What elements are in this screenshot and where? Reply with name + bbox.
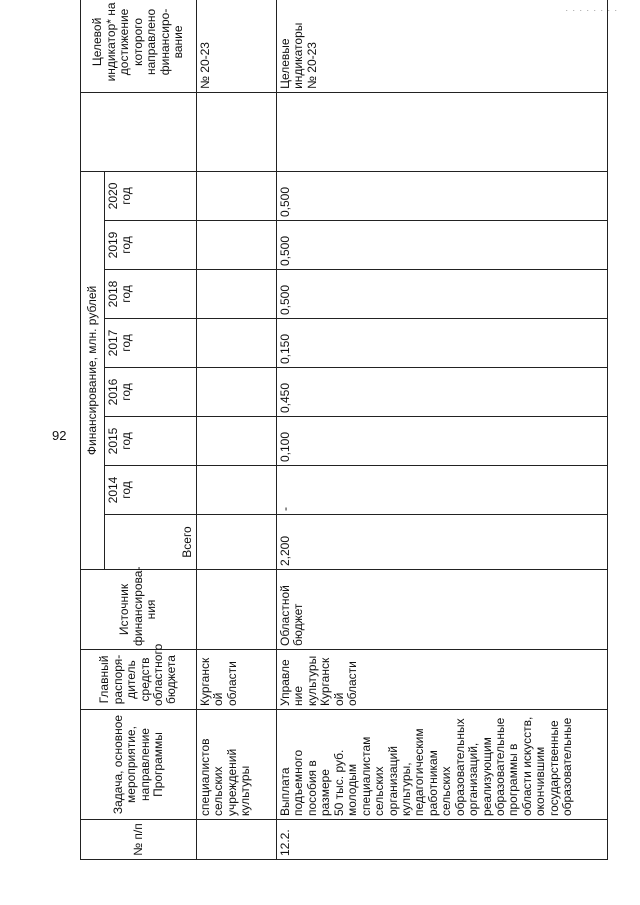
row-empty-cell	[277, 92, 608, 171]
row-source	[197, 570, 277, 650]
row-total	[197, 515, 277, 570]
row-2015	[197, 417, 277, 466]
page-number: 92	[52, 428, 67, 443]
row-2020	[197, 171, 277, 220]
header-num: № п/п	[81, 820, 197, 860]
scan-marks: . . . . . . . .	[565, 3, 618, 13]
row-2014	[197, 466, 277, 515]
row-2020: 0,500	[277, 171, 608, 220]
header-source: Источник финансирова-ния	[81, 570, 197, 650]
rotated-table-container	[80, 2, 608, 860]
header-2018: 2018 год	[105, 270, 197, 319]
row-2017	[197, 319, 277, 368]
row-2015: 0,100	[277, 417, 608, 466]
header-row	[81, 0, 105, 860]
row-num: 12.2.	[277, 820, 608, 860]
row-source: Областной бюджет	[277, 570, 608, 650]
row-2016: 0,450	[277, 368, 608, 417]
row-2014: -	[277, 466, 608, 515]
row-2018: 0,500	[277, 270, 608, 319]
empty-column-header	[81, 92, 197, 171]
row-2016	[197, 368, 277, 417]
row-task: Выплата подъемного пособия в размере 50 тыс. руб. молодым специалистам сельских организаций культуры, педагогическим работникам сельских образовательных организаций, реализующим образовательные программы в области искусств, окончившим государственные образовательные	[277, 710, 608, 820]
row-indicator: Целевые индикаторы № 20-23	[277, 0, 608, 92]
row-total: 2,200	[277, 515, 608, 570]
header-2020: 2020 год	[105, 171, 197, 220]
header-2016: 2016 год	[105, 368, 197, 417]
row-num	[197, 820, 277, 860]
row-indicator: № 20-23	[197, 0, 277, 92]
table-row	[277, 0, 608, 860]
row-2018	[197, 270, 277, 319]
header-total: Всего	[105, 515, 197, 570]
header-task: Задача, основное мероприятие, направление Программы	[81, 710, 197, 820]
header-financing: Финансирование, млн. рублей	[81, 171, 105, 569]
header-2015: 2015 год	[105, 417, 197, 466]
header-2014: 2014 год	[105, 466, 197, 515]
header-indicator: Целевой индикатор* на достижение которого направлено финансиро-вание	[81, 0, 197, 92]
table-row	[197, 0, 277, 860]
row-manager: Курганской области	[197, 650, 277, 710]
row-2019	[197, 221, 277, 270]
row-task: специалистов сельских учреждений культуры	[197, 710, 277, 820]
header-2017: 2017 год	[105, 319, 197, 368]
row-2019: 0,500	[277, 221, 608, 270]
row-empty-cell	[197, 92, 277, 171]
header-manager: Главный распоря-дитель средств областного бюджета	[81, 650, 197, 710]
row-2017: 0,150	[277, 319, 608, 368]
financing-table	[80, 0, 608, 860]
header-2019: 2019 год	[105, 221, 197, 270]
row-manager: Управление культуры Курганской области	[277, 650, 608, 710]
